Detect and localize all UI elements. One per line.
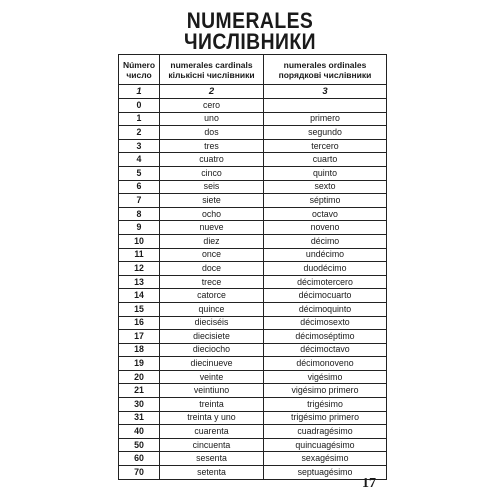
row-number: 11 xyxy=(119,248,160,262)
row-number: 0 xyxy=(119,99,160,113)
table-row xyxy=(119,466,387,480)
row-cardinal: catorce xyxy=(160,289,264,303)
row-number: 18 xyxy=(119,343,160,357)
table-row xyxy=(119,438,387,452)
table-row xyxy=(119,112,387,126)
table-row xyxy=(119,316,387,330)
row-ordinal: primero xyxy=(264,112,387,126)
row-cardinal: siete xyxy=(160,194,264,208)
row-cardinal: treinta y uno xyxy=(160,411,264,425)
header-ordinal-uk: порядкові числівники xyxy=(278,69,372,80)
table-row xyxy=(119,166,387,180)
row-cardinal: cero xyxy=(160,99,264,113)
row-cardinal: cuatro xyxy=(160,153,264,167)
row-number: 15 xyxy=(119,302,160,316)
row-ordinal: décimotercero xyxy=(264,275,387,289)
row-number: 20 xyxy=(119,370,160,384)
row-ordinal: octavo xyxy=(264,207,387,221)
table-row xyxy=(119,221,387,235)
table-row xyxy=(119,180,387,194)
row-cardinal: cincuenta xyxy=(160,438,264,452)
table-row xyxy=(119,398,387,412)
row-ordinal: décimoquinto xyxy=(264,302,387,316)
header-number-es: Número xyxy=(122,59,156,70)
row-ordinal: trigésimo xyxy=(264,398,387,412)
row-number: 4 xyxy=(119,153,160,167)
row-ordinal: quincuagésimo xyxy=(264,438,387,452)
header-ordinal-es: numerales ordinales xyxy=(283,59,367,70)
row-number: 31 xyxy=(119,411,160,425)
row-cardinal: nueve xyxy=(160,221,264,235)
row-number: 1 xyxy=(119,112,160,126)
table-row xyxy=(119,411,387,425)
table-body xyxy=(119,99,387,480)
row-cardinal: veinte xyxy=(160,370,264,384)
table-row xyxy=(119,139,387,153)
row-ordinal: séptimo xyxy=(264,194,387,208)
table-row xyxy=(119,357,387,371)
row-number: 17 xyxy=(119,330,160,344)
row-ordinal: décimo xyxy=(264,234,387,248)
row-cardinal: ocho xyxy=(160,207,264,221)
column-index: 2 xyxy=(160,85,264,99)
page-title: NUMERALES xyxy=(186,8,314,33)
numerals-table xyxy=(118,54,387,480)
row-number: 30 xyxy=(119,398,160,412)
row-number: 2 xyxy=(119,126,160,140)
header-cardinal-es: numerales cardinals xyxy=(170,59,253,70)
row-number: 12 xyxy=(119,262,160,276)
table-row xyxy=(119,99,387,113)
page-number: 17 xyxy=(362,476,376,491)
row-ordinal: cuarto xyxy=(264,153,387,167)
row-cardinal: diecinueve xyxy=(160,357,264,371)
table-row xyxy=(119,343,387,357)
table-row xyxy=(119,194,387,208)
table-row xyxy=(119,234,387,248)
row-number: 3 xyxy=(119,139,160,153)
row-number: 14 xyxy=(119,289,160,303)
table-row xyxy=(119,262,387,276)
row-cardinal: dieciséis xyxy=(160,316,264,330)
row-number: 70 xyxy=(119,466,160,480)
row-number: 60 xyxy=(119,452,160,466)
table-row xyxy=(119,425,387,439)
row-cardinal: quince xyxy=(160,302,264,316)
row-ordinal: décimocuarto xyxy=(264,289,387,303)
row-ordinal: décimosexto xyxy=(264,316,387,330)
table-row xyxy=(119,452,387,466)
row-ordinal: tercero xyxy=(264,139,387,153)
column-index: 1 xyxy=(119,85,160,99)
header-cardinal xyxy=(160,55,264,85)
table-row xyxy=(119,207,387,221)
row-ordinal: undécimo xyxy=(264,248,387,262)
header-ordinal xyxy=(264,55,387,85)
row-number: 40 xyxy=(119,425,160,439)
table-row xyxy=(119,384,387,398)
row-ordinal: quinto xyxy=(264,166,387,180)
table-row xyxy=(119,330,387,344)
row-number: 7 xyxy=(119,194,160,208)
header-number xyxy=(119,55,160,85)
row-cardinal: doce xyxy=(160,262,264,276)
row-ordinal: trigésimo primero xyxy=(264,411,387,425)
row-number: 9 xyxy=(119,221,160,235)
row-cardinal: once xyxy=(160,248,264,262)
page-subtitle: ЧИСЛІВНИКИ xyxy=(184,29,316,54)
row-ordinal: sexagésimo xyxy=(264,452,387,466)
row-cardinal: uno xyxy=(160,112,264,126)
header-number-uk: число xyxy=(126,69,152,80)
row-cardinal: seis xyxy=(160,180,264,194)
table-row xyxy=(119,153,387,167)
row-ordinal: sexto xyxy=(264,180,387,194)
row-cardinal: cuarenta xyxy=(160,425,264,439)
row-cardinal: trece xyxy=(160,275,264,289)
row-number: 19 xyxy=(119,357,160,371)
row-number: 13 xyxy=(119,275,160,289)
row-ordinal: décimoséptimo xyxy=(264,330,387,344)
row-ordinal: segundo xyxy=(264,126,387,140)
row-ordinal: septuagésimo xyxy=(264,466,387,480)
row-number: 8 xyxy=(119,207,160,221)
row-cardinal: setenta xyxy=(160,466,264,480)
table-row xyxy=(119,289,387,303)
table-row xyxy=(119,370,387,384)
row-ordinal: duodécimo xyxy=(264,262,387,276)
row-ordinal: vigésimo primero xyxy=(264,384,387,398)
row-cardinal: treinta xyxy=(160,398,264,412)
column-index-row xyxy=(119,85,387,99)
row-cardinal: dos xyxy=(160,126,264,140)
header-cardinal-uk: кількісні числівники xyxy=(168,69,255,80)
row-ordinal xyxy=(264,99,387,113)
table-row xyxy=(119,126,387,140)
row-number: 50 xyxy=(119,438,160,452)
row-ordinal: décimonoveno xyxy=(264,357,387,371)
table-row xyxy=(119,302,387,316)
row-ordinal: noveno xyxy=(264,221,387,235)
table-header-row xyxy=(119,55,387,85)
row-cardinal: dieciocho xyxy=(160,343,264,357)
column-index: 3 xyxy=(264,85,387,99)
row-number: 21 xyxy=(119,384,160,398)
row-cardinal: sesenta xyxy=(160,452,264,466)
row-cardinal: diez xyxy=(160,234,264,248)
row-number: 6 xyxy=(119,180,160,194)
row-cardinal: diecisiete xyxy=(160,330,264,344)
row-cardinal: veintiuno xyxy=(160,384,264,398)
row-ordinal: cuadragésimo xyxy=(264,425,387,439)
row-number: 5 xyxy=(119,166,160,180)
row-number: 10 xyxy=(119,234,160,248)
row-ordinal: décimoctavo xyxy=(264,343,387,357)
row-cardinal: tres xyxy=(160,139,264,153)
table-row xyxy=(119,275,387,289)
table-row xyxy=(119,248,387,262)
row-number: 16 xyxy=(119,316,160,330)
row-cardinal: cinco xyxy=(160,166,264,180)
row-ordinal: vigésimo xyxy=(264,370,387,384)
